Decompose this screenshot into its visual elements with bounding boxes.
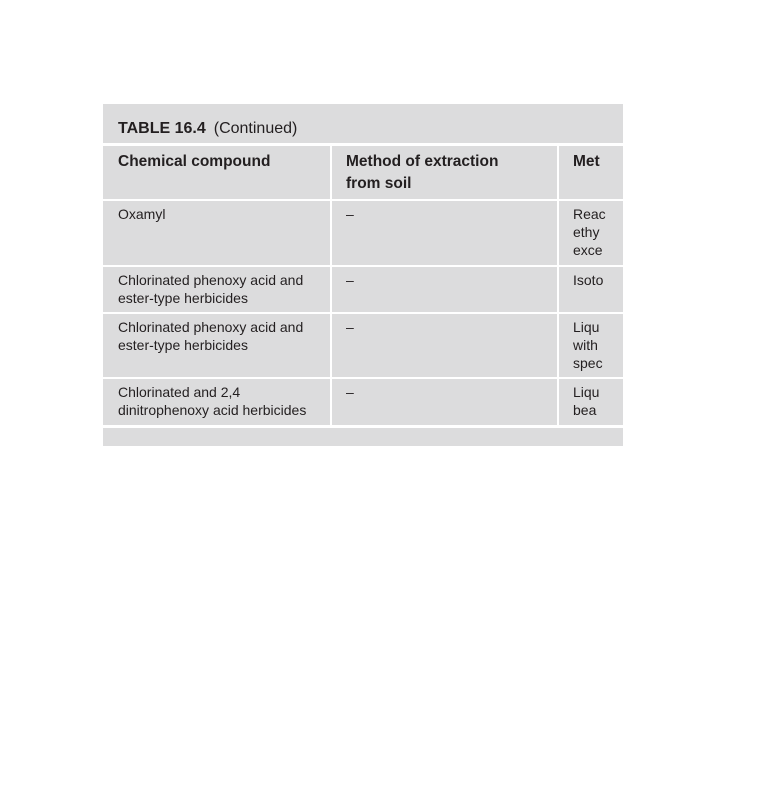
- compound-line: Oxamyl: [118, 206, 166, 222]
- table-row-extraction: –: [346, 206, 354, 222]
- table-row-compound: [118, 271, 330, 307]
- method-line: spec: [573, 355, 603, 371]
- compound-line: Chlorinated phenoxy acid and: [118, 319, 304, 335]
- table-row-method: [573, 205, 773, 259]
- table-bottom-rule: [103, 425, 623, 428]
- method-line: ethy: [573, 224, 600, 240]
- column-header-extraction-line: Method of extraction: [346, 153, 499, 170]
- header-top-rule: [103, 143, 623, 146]
- method-line: Liqu: [573, 384, 600, 400]
- row-divider: [103, 312, 623, 314]
- data-table: [103, 104, 623, 446]
- row-divider: [103, 377, 623, 379]
- method-line: Reac: [573, 206, 606, 222]
- method-line: with: [573, 337, 598, 353]
- table-row-compound: [118, 383, 330, 419]
- table-row-extraction: –: [346, 272, 354, 288]
- column-header-extraction-line: from soil: [346, 175, 412, 192]
- table-row-method: [573, 383, 773, 419]
- column-header-extraction: [346, 151, 556, 195]
- table-title: [118, 120, 297, 138]
- compound-line: Chlorinated phenoxy acid and: [118, 272, 304, 288]
- table-row-compound: [118, 205, 330, 223]
- column-divider: [330, 145, 332, 428]
- compound-line: ester-type herbicides: [118, 290, 248, 306]
- method-line: exce: [573, 242, 603, 258]
- column-divider: [557, 145, 559, 428]
- table-row-method: [573, 318, 773, 372]
- table-continued-label: (Continued): [213, 120, 298, 137]
- table-row-method: [573, 271, 773, 289]
- column-header-method: Met: [573, 153, 600, 170]
- compound-line: ester-type herbicides: [118, 337, 248, 353]
- compound-line: Chlorinated and 2,4: [118, 384, 241, 400]
- header-bottom-rule: [103, 199, 623, 201]
- method-line: bea: [573, 402, 597, 418]
- table-row-extraction: –: [346, 319, 354, 335]
- compound-line: dinitrophenoxy acid herbicides: [118, 402, 307, 418]
- table-number: TABLE 16.4: [118, 120, 206, 137]
- column-header-compound: Chemical compound: [118, 153, 271, 170]
- row-divider: [103, 265, 623, 267]
- table-row-compound: [118, 318, 330, 354]
- table-row-extraction: –: [346, 384, 354, 400]
- method-line: Liqu: [573, 319, 600, 335]
- method-line: Isoto: [573, 272, 604, 288]
